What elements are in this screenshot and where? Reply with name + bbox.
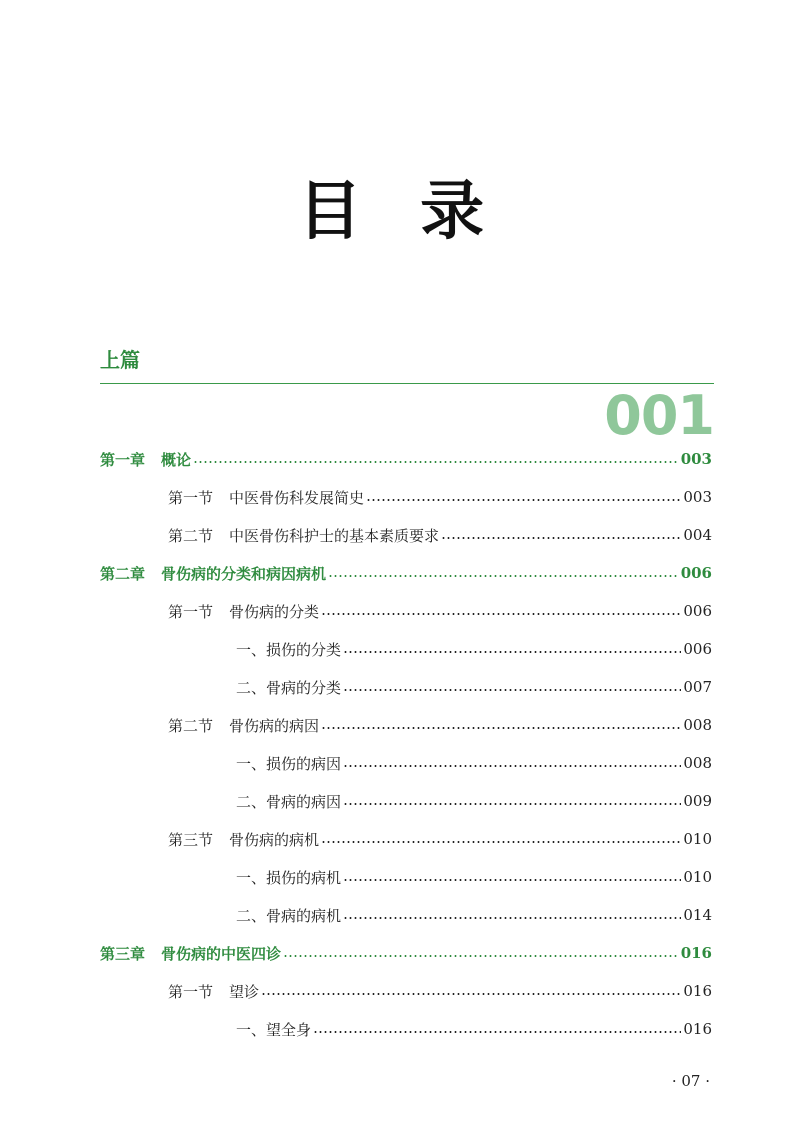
- dot-leader: [343, 803, 681, 805]
- toc-entry-number: 第二节: [168, 526, 214, 545]
- toc-entry-number: 第三章: [100, 944, 146, 963]
- dot-leader: [321, 727, 681, 729]
- toc-entry-page: 003: [680, 450, 712, 468]
- toc-entry-label: 骨伤病的中医四诊: [161, 944, 282, 963]
- toc-entry-page: 007: [683, 678, 712, 696]
- toc-entry-page: 010: [683, 830, 712, 848]
- toc-entry-number: 第二章: [100, 564, 146, 583]
- toc-entry-label: 一、损伤的分类: [236, 640, 342, 659]
- dot-leader: [283, 955, 679, 957]
- toc-entry-label: 一、损伤的病因: [236, 754, 342, 773]
- dot-leader: [328, 575, 679, 577]
- toc-entry-label: 一、损伤的病机: [236, 868, 342, 887]
- toc-entry-page: 016: [683, 982, 712, 1000]
- toc-entry-label: 一、望全身: [236, 1020, 312, 1039]
- dot-leader: [193, 461, 679, 463]
- dot-leader: [261, 993, 681, 995]
- toc-entry-page: 006: [683, 640, 712, 658]
- toc-entry[interactable]: [168, 522, 712, 548]
- toc-entry[interactable]: [236, 902, 712, 928]
- toc-entry[interactable]: [168, 712, 712, 738]
- page-number: · 07 ·: [671, 1072, 710, 1090]
- toc-entry-page: 006: [683, 602, 712, 620]
- toc-entry[interactable]: [236, 864, 712, 890]
- toc-entry-number: 第一节: [168, 488, 214, 507]
- toc-entry-page: 016: [680, 944, 712, 962]
- toc-entry-label: 二、骨病的分类: [236, 678, 342, 697]
- toc-entry[interactable]: [168, 484, 712, 510]
- dot-leader: [343, 917, 681, 919]
- toc-entry-number: 第二节: [168, 716, 214, 735]
- toc-entry[interactable]: [100, 446, 712, 472]
- toc-entry-number: 第一节: [168, 602, 214, 621]
- toc-entry[interactable]: [236, 1016, 712, 1042]
- dot-leader: [343, 651, 681, 653]
- toc-entry[interactable]: [168, 826, 712, 852]
- toc-entry[interactable]: [100, 940, 712, 966]
- toc-entry[interactable]: [168, 598, 712, 624]
- dot-leader: [321, 841, 681, 843]
- toc-entry-label: 二、骨病的病因: [236, 792, 342, 811]
- dot-leader: [313, 1031, 681, 1033]
- toc-entry-label: 概论: [161, 450, 192, 469]
- toc-entry-label: 望诊: [229, 982, 260, 1001]
- part-number: 001: [604, 384, 714, 447]
- toc-entry-label: 中医骨伤科发展简史: [229, 488, 365, 507]
- toc-entry-page: 008: [683, 716, 712, 734]
- toc-entry-page: 006: [680, 564, 712, 582]
- toc-entry-number: 第三节: [168, 830, 214, 849]
- toc-entry-label: 骨伤病的病机: [229, 830, 320, 849]
- toc-entry-label: 中医骨伤科护士的基本素质要求: [229, 526, 440, 545]
- page-title: 目 录: [297, 174, 503, 249]
- toc-entry-page: 010: [683, 868, 712, 886]
- toc-entry[interactable]: [100, 560, 712, 586]
- toc-entry[interactable]: [236, 636, 712, 662]
- part-title: 上篇: [100, 348, 140, 372]
- toc-entry-label: 骨伤病的分类和病因病机: [161, 564, 327, 583]
- toc-entry-number: 第一节: [168, 982, 214, 1001]
- toc-entry-page: 016: [683, 1020, 712, 1038]
- toc-entry-label: 骨伤病的分类: [229, 602, 320, 621]
- dot-leader: [321, 613, 681, 615]
- toc-entry[interactable]: [236, 750, 712, 776]
- dot-leader: [343, 765, 681, 767]
- toc-entry-page: 014: [683, 906, 712, 924]
- dot-leader: [343, 689, 681, 691]
- toc-entry-label: 骨伤病的病因: [229, 716, 320, 735]
- toc-entry-page: 008: [683, 754, 712, 772]
- toc-entry[interactable]: [236, 788, 712, 814]
- toc-entry-page: 003: [683, 488, 712, 506]
- toc-entry-number: 第一章: [100, 450, 146, 469]
- toc-entry-page: 004: [683, 526, 712, 544]
- dot-leader: [366, 499, 681, 501]
- dot-leader: [441, 537, 681, 539]
- dot-leader: [343, 879, 681, 881]
- toc-entry-label: 二、骨病的病机: [236, 906, 342, 925]
- toc-entry-page: 009: [683, 792, 712, 810]
- toc-entry[interactable]: [168, 978, 712, 1004]
- toc-entry[interactable]: [236, 674, 712, 700]
